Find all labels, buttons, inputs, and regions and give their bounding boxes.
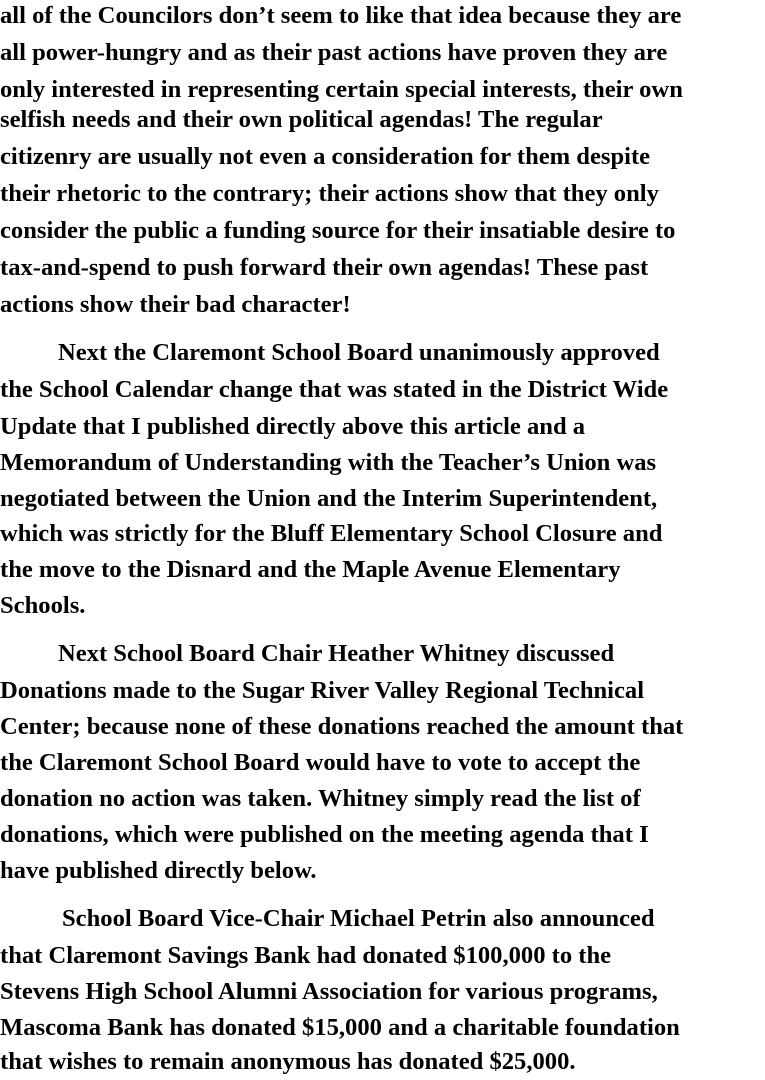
paragraph-line: the Claremont School Board would have to vote to accept the: [0, 749, 641, 776]
paragraph-line: all of the Councilors don’t seem to like that idea because they are: [0, 2, 682, 29]
paragraph-line: all power-hungry and as their past actions have proven they are: [0, 39, 668, 66]
paragraph-line: the School Calendar change that was stated in the District Wide: [0, 376, 669, 403]
paragraph-line: Next the Claremont School Board unanimously approved: [58, 339, 660, 366]
paragraph-line: only interested in representing certain special interests, their own: [0, 76, 683, 103]
paragraph-line: consider the public a funding source for their insatiable desire to: [0, 217, 676, 244]
paragraph-line: negotiated between the Union and the Interim Superintendent,: [0, 485, 658, 512]
paragraph-line: Schools.: [0, 592, 86, 619]
paragraph-line: that wishes to remain anonymous has donated $25,000.: [0, 1048, 576, 1075]
paragraph-line: have published directly below.: [0, 857, 317, 884]
paragraph-line: Next School Board Chair Heather Whitney discussed: [58, 640, 615, 667]
paragraph-line: School Board Vice-Chair Michael Petrin also announced: [62, 905, 655, 932]
paragraph-line: donations, which were published on the meeting agenda that I: [0, 821, 649, 848]
paragraph-line: Center; because none of these donations reached the amount that: [0, 713, 684, 740]
paragraph-line: selfish needs and their own political agendas! The regular: [0, 106, 603, 133]
paragraph-line: donation no action was taken. Whitney simply read the list of: [0, 785, 641, 812]
paragraph-line: Mascoma Bank has donated $15,000 and a charitable foundation: [0, 1014, 680, 1041]
paragraph-line: their rhetoric to the contrary; their actions show that they only: [0, 180, 659, 207]
paragraph-line: tax-and-spend to push forward their own agendas! These past: [0, 254, 649, 281]
paragraph-line: Donations made to the Sugar River Valley Regional Technical: [0, 677, 645, 704]
paragraph-line: Memorandum of Understanding with the Teacher’s Union was: [0, 449, 657, 476]
paragraph-line: which was strictly for the Bluff Elementary School Closure and: [0, 520, 663, 547]
paragraph-line: citizenry are usually not even a consideration for them despite: [0, 143, 651, 170]
paragraph-line: Stevens High School Alumni Association for various programs,: [0, 978, 658, 1005]
paragraph-line: actions show their bad character!: [0, 291, 351, 318]
paragraph-line: that Claremont Savings Bank had donated $100,000 to the: [0, 942, 612, 969]
paragraph-line: the move to the Disnard and the Maple Avenue Elementary: [0, 556, 621, 583]
paragraph-line: Update that I published directly above this article and a: [0, 413, 586, 440]
